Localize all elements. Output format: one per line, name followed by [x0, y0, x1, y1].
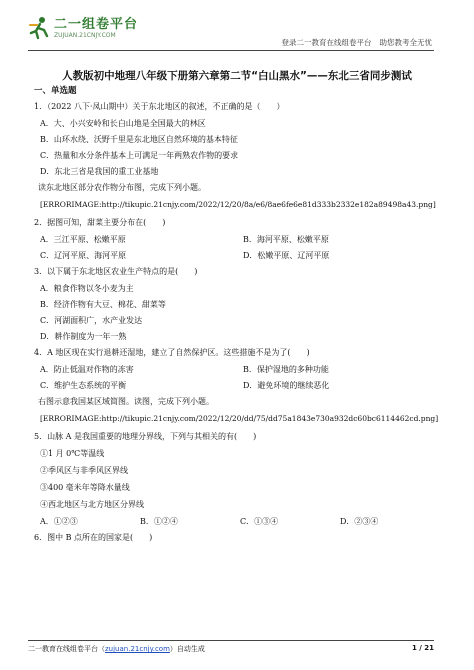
question-5-option-c: C．①③④ [240, 517, 279, 526]
question-2-options-row-2 [40, 251, 446, 261]
question-5-option-d: D．②③④ [340, 517, 379, 526]
question-1-option-c: C．热量和水分条件基本上可满足一年两熟农作物的要求 [40, 151, 239, 160]
runner-logo-icon [28, 16, 50, 40]
footer-prefix: 二一教育在线组卷平台（ [28, 645, 105, 653]
page-footer [28, 640, 434, 654]
platform-logo[interactable] [28, 16, 138, 40]
question-5-option-a: A．①②③ [40, 517, 78, 526]
question-5-statement-3: ③400 毫米年等降水量线 [40, 483, 130, 492]
question-1-stem: 1．（2022 八下·凤山期中）关于东北地区的叙述，不正确的是（ ） [34, 102, 285, 111]
footer-source [28, 644, 205, 654]
question-2-option-b: B．海河平原、松嫩平原 [243, 235, 329, 244]
logo-url: ZUJUAN.21CNJY.COM [54, 31, 116, 39]
question-6-stem: 6．图中 B 点所在的国家是( ) [34, 533, 153, 542]
footer-suffix: ）自动生成 [169, 645, 205, 653]
question-3-option-d: D．耕作制度为一年一熟 [40, 332, 127, 341]
page-header [0, 0, 474, 56]
question-2-option-a: A．三江平原、松嫩平原 [40, 235, 126, 244]
question-4-options-row-2 [40, 381, 446, 391]
page-number: 1 / 21 [411, 644, 434, 652]
question-3-option-a: A．粮食作物以冬小麦为主 [40, 284, 134, 293]
question-4-option-a: A．防止低温对作物的冻害 [40, 365, 134, 374]
tagline-slogan: 助您教考全无忧 [379, 38, 432, 47]
question-1-option-b: B．山环水绕、沃野千里是东北地区自然环境的基本特征 [40, 135, 238, 144]
missing-image-2: [ERRORIMAGE:http://tikupic.21cnjy.com/2022/12/20/dd/75/dd75a1843e730a932dc60bc6114462cd.png] [40, 414, 439, 423]
question-5-statement-1: ①1 月 0℃等温线 [40, 449, 105, 458]
question-5-option-b: B．①②④ [140, 517, 178, 526]
question-5-statement-4: ④西北地区与北方地区分界线 [40, 500, 144, 509]
question-2-option-d: D．松嫩平原、辽河平原 [243, 251, 330, 260]
section-heading: 一、单选题 [34, 86, 77, 96]
question-2-stem: 2．据图可知，甜菜主要分布在( ) [34, 218, 166, 227]
header-divider [28, 50, 434, 51]
question-3-option-b: B．经济作物有大豆、棉花、甜菜等 [40, 300, 166, 309]
passage-intro-1: 读东北地区部分农作物分布图，完成下列小题。 [38, 183, 206, 192]
logo-name: 二一组卷平台 [54, 16, 139, 32]
question-5-options-row [40, 517, 446, 527]
question-5-statement-2: ②季风区与非季风区界线 [40, 466, 128, 475]
footer-divider [28, 640, 434, 641]
question-4-option-b: B．保护湿地的多种功能 [243, 365, 329, 374]
tagline-login: 登录二一教育在线组卷平台 [281, 38, 372, 47]
missing-image-1: [ERRORIMAGE:http://tikupic.21cnjy.com/2022/12/20/8a/e6/8ae6fe6e81d333b2332e182a89498a43.png] [40, 200, 436, 209]
footer-site-link[interactable]: zujuan.21cnjy.com [105, 645, 170, 653]
question-4-stem: 4．A 地区现在实行退耕还湿地，建立了自然保护区。这些措施不是为了( ) [34, 348, 310, 357]
question-1-option-d: D．东北三省是我国的重工业基地 [40, 167, 159, 176]
question-3-option-c: C．河湖面积广，水产业发达 [40, 316, 143, 325]
question-1-option-a: A．大、小兴安岭和长白山地是全国最大的林区 [40, 119, 206, 128]
question-4-options-row-1 [40, 365, 446, 375]
header-tagline [282, 37, 433, 48]
question-3-stem: 3．以下属于东北地区农业生产特点的是( ) [34, 267, 198, 276]
question-4-option-c: C．维护生态系统的平衡 [40, 381, 127, 390]
document-body [34, 86, 446, 550]
passage-intro-2: 右图示意我国某区域简图。读图，完成下列小题。 [38, 397, 214, 406]
question-2-options-row-1 [40, 235, 446, 245]
question-2-option-c: C．辽河平原、海河平原 [40, 251, 127, 260]
question-5-stem: 5．山脉 A 是我国重要的地理分界线，下列与其相关的有( ) [34, 432, 257, 441]
question-4-option-d: D．避免环境的继续恶化 [243, 381, 330, 390]
document-title: 人教版初中地理八年级下册第六章第二节“白山黑水”——东北三省同步测试 [62, 70, 412, 82]
